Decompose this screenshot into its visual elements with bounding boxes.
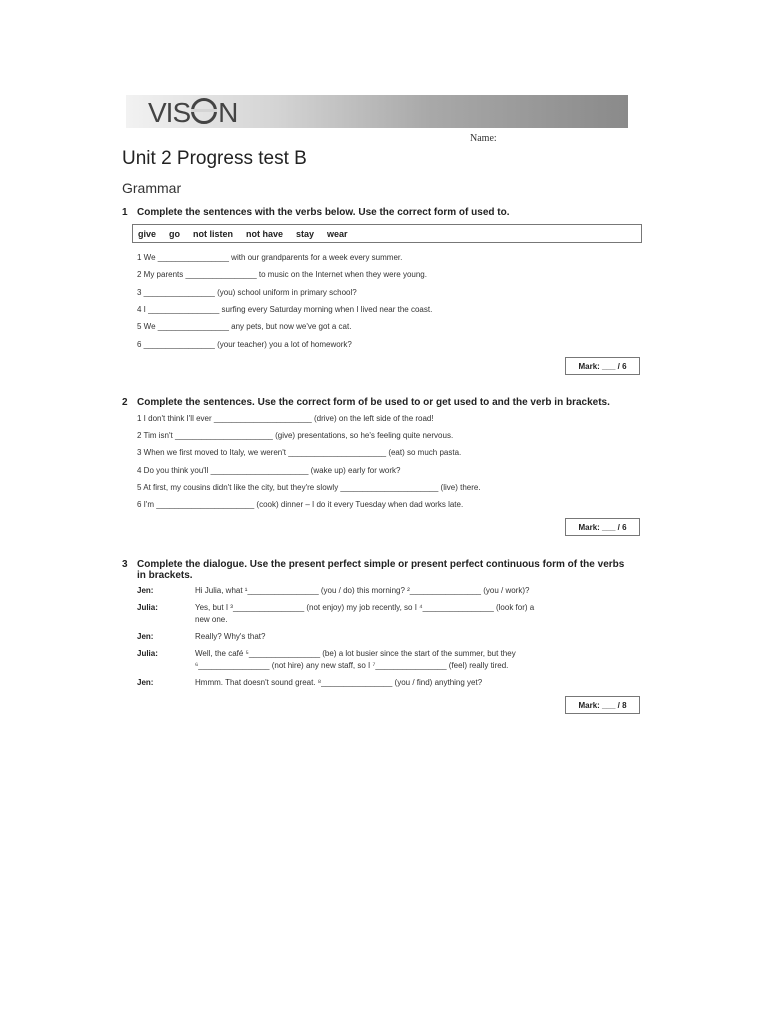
dialogue-speaker: Jen: xyxy=(137,678,154,687)
dialogue-speaker: Julia: xyxy=(137,603,158,612)
ex1-item: 2 My parents ________________ to music on the Internet when they were young. xyxy=(137,270,427,279)
dialogue-line: Well, the café ⁵________________ (be) a lot busier since the start of the summer, but they xyxy=(195,649,516,658)
dialogue-line: new one. xyxy=(195,615,228,624)
name-label: Name: xyxy=(470,133,497,144)
dialogue-line: Hi Julia, what ¹________________ (you / do) this morning? ²________________ (you / work)? xyxy=(195,586,530,595)
ex2-item: 2 Tim isn't ______________________ (give) presentations, so he's feeling quite nervous. xyxy=(137,431,454,440)
ex1-mark-box: Mark: ___ / 6 xyxy=(565,357,640,375)
ex1-item: 5 We ________________ any pets, but now we've got a cat. xyxy=(137,322,352,331)
dialogue-line: Yes, but I ³________________ (not enjoy) my job recently, so I ⁴________________ (look for) a xyxy=(195,603,535,612)
word-box xyxy=(132,224,642,243)
ex1-item: 1 We ________________ with our grandparents for a week every summer. xyxy=(137,253,403,262)
ex2-instruction: 2 Complete the sentences. Use the correct form of be used to or get used to and the verb in brackets. xyxy=(122,397,610,408)
dialogue-line: ⁶________________ (not hire) any new staff, so I ⁷________________ (feel) really tired. xyxy=(195,661,509,670)
ex2-mark-box: Mark: ___ / 6 xyxy=(565,518,640,536)
word: not listen xyxy=(193,228,234,239)
ex2-item: 6 I'm ______________________ (cook) dinner – I do it every Tuesday when dad works late. xyxy=(137,500,464,509)
ex1-item: 4 I ________________ surfing every Saturday morning when I lived near the coast. xyxy=(137,305,433,314)
section-title: Grammar xyxy=(122,180,182,196)
page-title: Unit 2 Progress test B xyxy=(122,148,307,169)
ex2-item: 1 I don't think I'll ever ______________________ (drive) on the left side of the road! xyxy=(137,414,434,423)
word: go xyxy=(169,228,181,239)
vision-logo: VIS N xyxy=(148,97,238,128)
ex2-item: 4 Do you think you'll ______________________ (wake up) early for work? xyxy=(137,466,401,475)
dialogue-speaker: Julia: xyxy=(137,649,158,658)
word: wear xyxy=(327,228,348,239)
word: give xyxy=(138,228,157,239)
dialogue-line: Really? Why's that? xyxy=(195,632,266,641)
ex3-instruction: 3 Complete the dialogue. Use the present perfect simple or present perfect continuous form of the verbs in brackets. xyxy=(122,559,625,581)
ex2-item: 5 At first, my cousins didn't like the city, but they're slowly ______________________ (live) there. xyxy=(137,483,481,492)
ex1-item: 6 ________________ (your teacher) you a lot of homework? xyxy=(137,340,352,349)
dialogue-line: Hmmm. That doesn't sound great. ⁸________________ (you / find) anything yet? xyxy=(195,678,483,687)
ex1-instruction: 1 Complete the sentences with the verbs below. Use the correct form of used to. xyxy=(122,207,510,218)
word: not have xyxy=(246,228,284,239)
ex2-item: 3 When we first moved to Italy, we weren't ______________________ (eat) so much pasta. xyxy=(137,448,462,457)
dialogue-speaker: Jen: xyxy=(137,632,154,641)
ex1-item: 3 ________________ (you) school uniform in primary school? xyxy=(137,288,357,297)
dialogue-speaker: Jen: xyxy=(137,586,154,595)
word: stay xyxy=(296,228,315,239)
ex3-mark-box: Mark: ___ / 8 xyxy=(565,696,640,714)
